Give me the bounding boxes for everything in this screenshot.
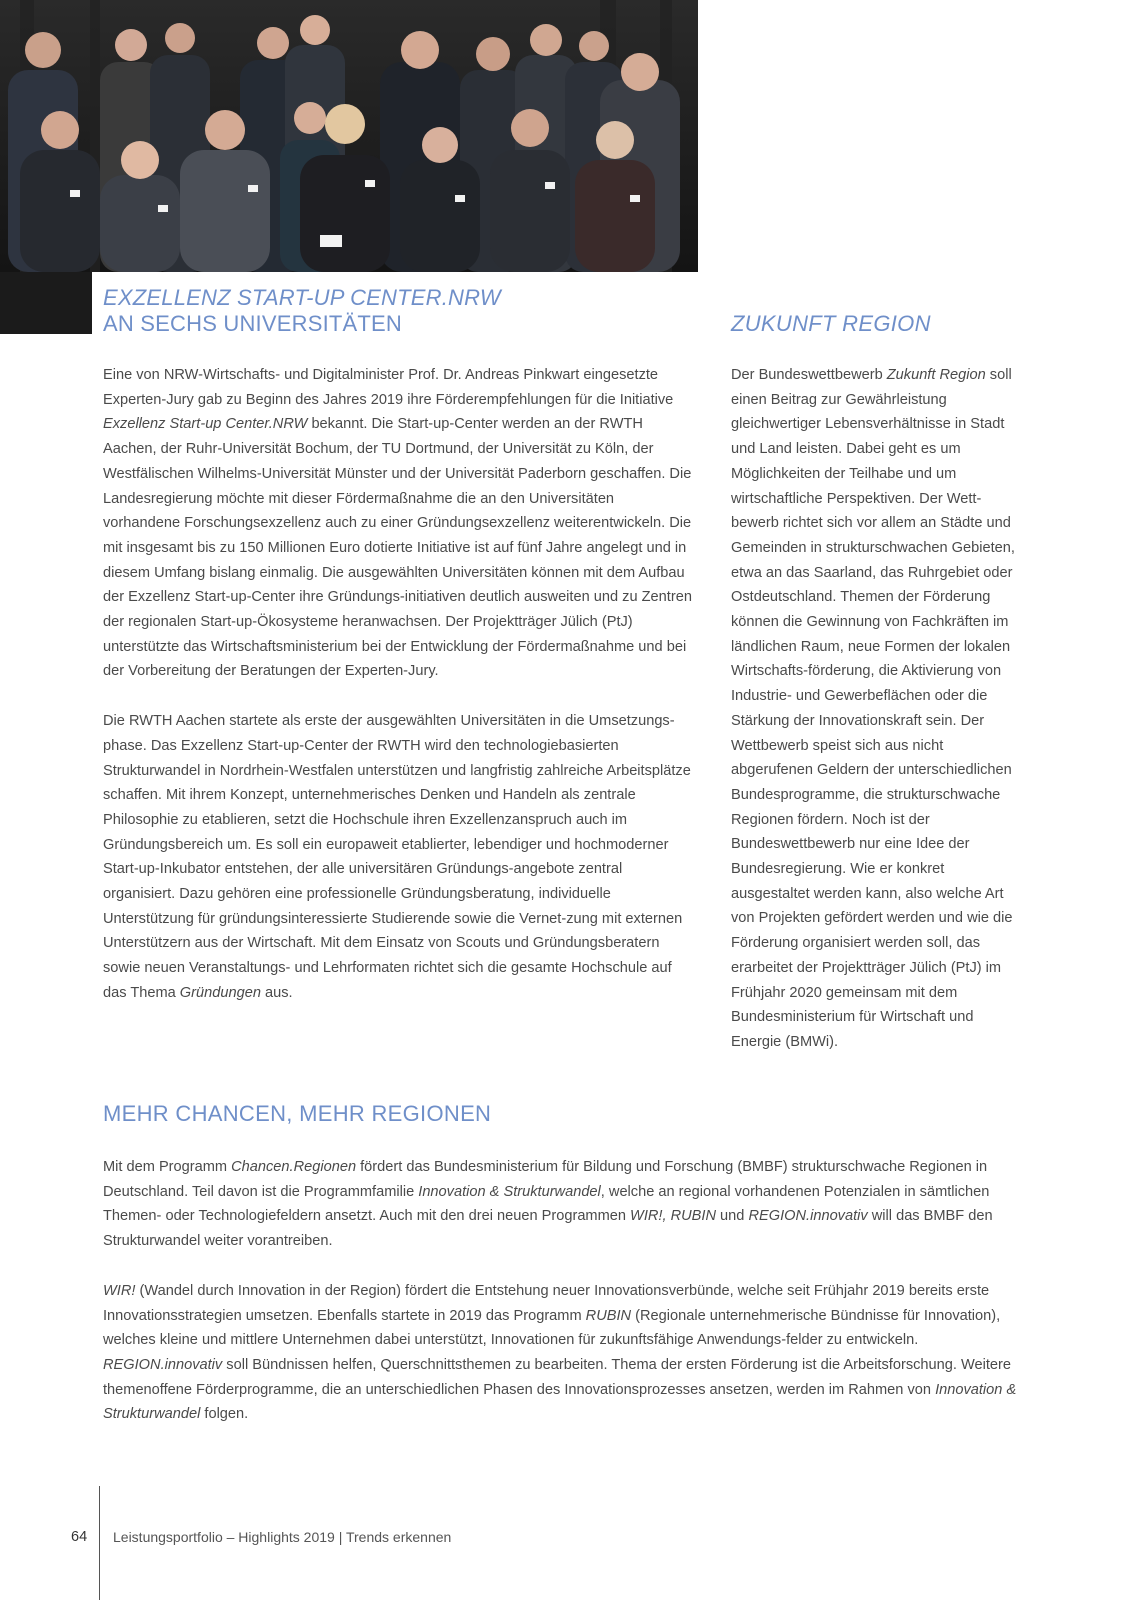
italic-run: Gründungen (179, 984, 261, 1001)
section-body-mehr-chancen (103, 1155, 1018, 1452)
italic-run: REGION.innovativ (103, 1356, 223, 1373)
heading-line-2: AN SECHS UNIVERSITÄTEN (103, 311, 403, 336)
paragraph (103, 1279, 1018, 1427)
italic-run: Chancen.Regionen (231, 1159, 357, 1175)
section-body-excellence (103, 363, 695, 1031)
text-run: bekannt. Die Start-up-Center werden an der RWTH Aachen, der Ruhr-Universität Bochum, der TU Dortmund, der Universität zu Köln, der Westfälischen Wilhelms-Universität Münster und der Universität Paderborn geschaffen. Die Landesregierung möchte mit dieser Fördermaßnahme die an den Universitäten vorhandene Forschungsexzellenz auch zu einer Gründungsexzellenz weiterentwickeln. Die mit insgesamt bis zu 150 Millionen Euro dotierte Initiative ist auf fünf Jahre angelegt und in diesem Umfang bislang einmalig. Die ausgewählten Universitäten können mit dem Aufbau der Exzellenz Start-up-Center ihre Gründungs-initiativen deutlich ausweiten und zu Zentren der regionalen Start-up-Ökosysteme heranwachsen. Der Projektträger Jülich (PtJ) unterstützte das Wirtschaftsministerium bei der Entwicklung der Fördermaßnahme und bei der Vorbereitung der Beratungen der Experten-Jury. (103, 416, 692, 680)
text-run: , welche an regional vorhandenen Potenzialen in sämtlichen Themen- oder Technologiefeldern ansetzt. Auch mit den drei neuen Programmen (103, 1183, 990, 1225)
footer-running-title: Leistungsportfolio – Highlights 2019 | Trends erkennen (113, 1529, 452, 1545)
text-run: folgen. (200, 1406, 249, 1423)
italic-run: Exzellenz Start-up Center.NRW (103, 416, 308, 433)
text-run: (Wandel durch Innovation in der Region) fördert die Entstehung neuer Innovationsverbünde, welche seit Frühjahr 2019 bereits erste Innovationsstrategien umsetzen. Ebenfalls startete in 2019 das Programm (103, 1282, 990, 1324)
section-heading-zukunft-region: ZUKUNFT REGION (731, 311, 931, 336)
paragraph (731, 363, 1016, 1055)
text-run: Der Bundeswettbewerb (731, 367, 887, 383)
italic-run: WIR! (103, 1282, 136, 1299)
group-photo (0, 0, 698, 272)
text-run: fördert das Bundesministerium für Bildung und Forschung (BMBF) strukturschwache Regionen in Deutschland. Teil davon ist die Programmfamilie (103, 1159, 988, 1200)
section-heading-excellence (103, 285, 501, 337)
group-photo-illustration (0, 0, 698, 272)
section-body-zukunft-region (731, 363, 1016, 1080)
italic-run: Innovation & Strukturwandel (418, 1183, 601, 1200)
italic-run: Zukunft Region (886, 367, 986, 383)
paragraph (103, 363, 695, 684)
italic-run: RUBIN (585, 1307, 632, 1324)
paragraph (103, 709, 695, 1005)
italic-run: Innovation & Strukturwandel (103, 1381, 1017, 1423)
page-number: 64 (71, 1529, 88, 1545)
text-run: aus. (260, 984, 293, 1001)
text-run: soll einen Beitrag zur Gewährleistung gleichwertiger Lebensverhältnisse in Stadt und Land leisten. Dabei geht es um Möglichkeiten der Teilhabe und um wirtschaftliche Perspektiven. Der Wett-bewerb richtet sich vor allem an Städte und Gemeinden in strukturschwachen Gebieten, etwa an das Saarland, das Ruhrgebiet oder Ostdeutschland. Themen der Förderung können die Gewinnung von Fachkräften im ländlichen Raum, neue Formen der lokalen Wirtschafts-förderung, die Aktivierung von Industrie- und Gewerbeflächen oder die Stärkung der Innovationskraft sein. Der Wettbewerb speist sich aus nicht abgerufenen Geldern der unterschiedlichen Bundesprogramme, die strukturschwache Regionen fördern. Noch ist der Bundeswettbewerb nur eine Idee der Bundesregierung. Wie er konkret ausgestaltet werden kann, also welche Art von Projekten gefördert werden und wie die Förderung organisiert werden soll, das erarbeitet der Projektträger Jülich (PtJ) im Frühjahr 2020 gemeinsam mit dem Bundesministerium für Wirtschaft und Energie (BMWi). (731, 367, 1015, 1050)
italic-run: REGION.innovativ (748, 1208, 868, 1225)
footer-divider (99, 1486, 100, 1600)
text-run: Mit dem Programm (103, 1159, 232, 1175)
section-heading-mehr-chancen: MEHR CHANCEN, MEHR REGIONEN (103, 1101, 492, 1126)
text-run: will das BMBF den Strukturwandel weiter vorantreiben. (103, 1208, 993, 1250)
text-run: Die RWTH Aachen startete als erste der ausgewählten Universitäten in die Umsetzungs-phase. Das Exzellenz Start-up-Center der RWTH wird den technologiebasierten Strukturwandel in Nordrhein-Westfalen unterstützen und langfristig zahlreiche Arbeitsplätze schaffen. Mit ihrem Konzept, unternehmerisches Denken und Handeln als zentrale Philosophie zu etablieren, setzt die Hochschule ihren Exzellenzanspruch auch im Gründungsbereich um. Es soll ein europaweit etablierter, lebendiger und hochmoderner Start-up-Inkubator entstehen, der alle universitären Gründungs-angebote zentral organisiert. Dazu gehören eine professionelle Gründungsberatung, individuelle Unterstützung für gründungsinteressierte Studierende sowie die Vernet-zung mit externen Unterstützern aus der Wirtschaft. Mit dem Einsatz von Scouts und Gründungsberatern sowie neuen Veranstaltungs- und Lehrformaten richtet sich die gesamte Hochschule auf das Thema (103, 713, 691, 1001)
text-run: soll Bündnissen helfen, Querschnittsthemen zu bearbeiten. Thema der ersten Förderung ist die Arbeitsforschung. Weitere themenoffene Förderprogramme, die an unterschiedlichen Phasen des Innovationsprozesses ansetzen, werden im Rahmen von (103, 1356, 1012, 1398)
italic-run: WIR!, RUBIN (630, 1208, 716, 1225)
paragraph (103, 1155, 1018, 1254)
text-run: Eine von NRW-Wirtschafts- und Digitalminister Prof. Dr. Andreas Pinkwart eingesetzte Experten-Jury gab zu Beginn des Jahres 2019 ihre Förderempfehlungen für die Initiative (103, 367, 674, 408)
photo-corner-block (0, 272, 92, 334)
text-run: (Regionale unternehmerische Bündnisse für Innovation), welches kleine und mittlere Unternehmen dabei unterstützt, Innovationen für zukunftsfähige Anwendungs-felder zu entwickeln. (103, 1307, 1001, 1349)
heading-line-1: EXZELLENZ START-UP CENTER.NRW (103, 285, 501, 310)
text-run: und (716, 1208, 749, 1225)
